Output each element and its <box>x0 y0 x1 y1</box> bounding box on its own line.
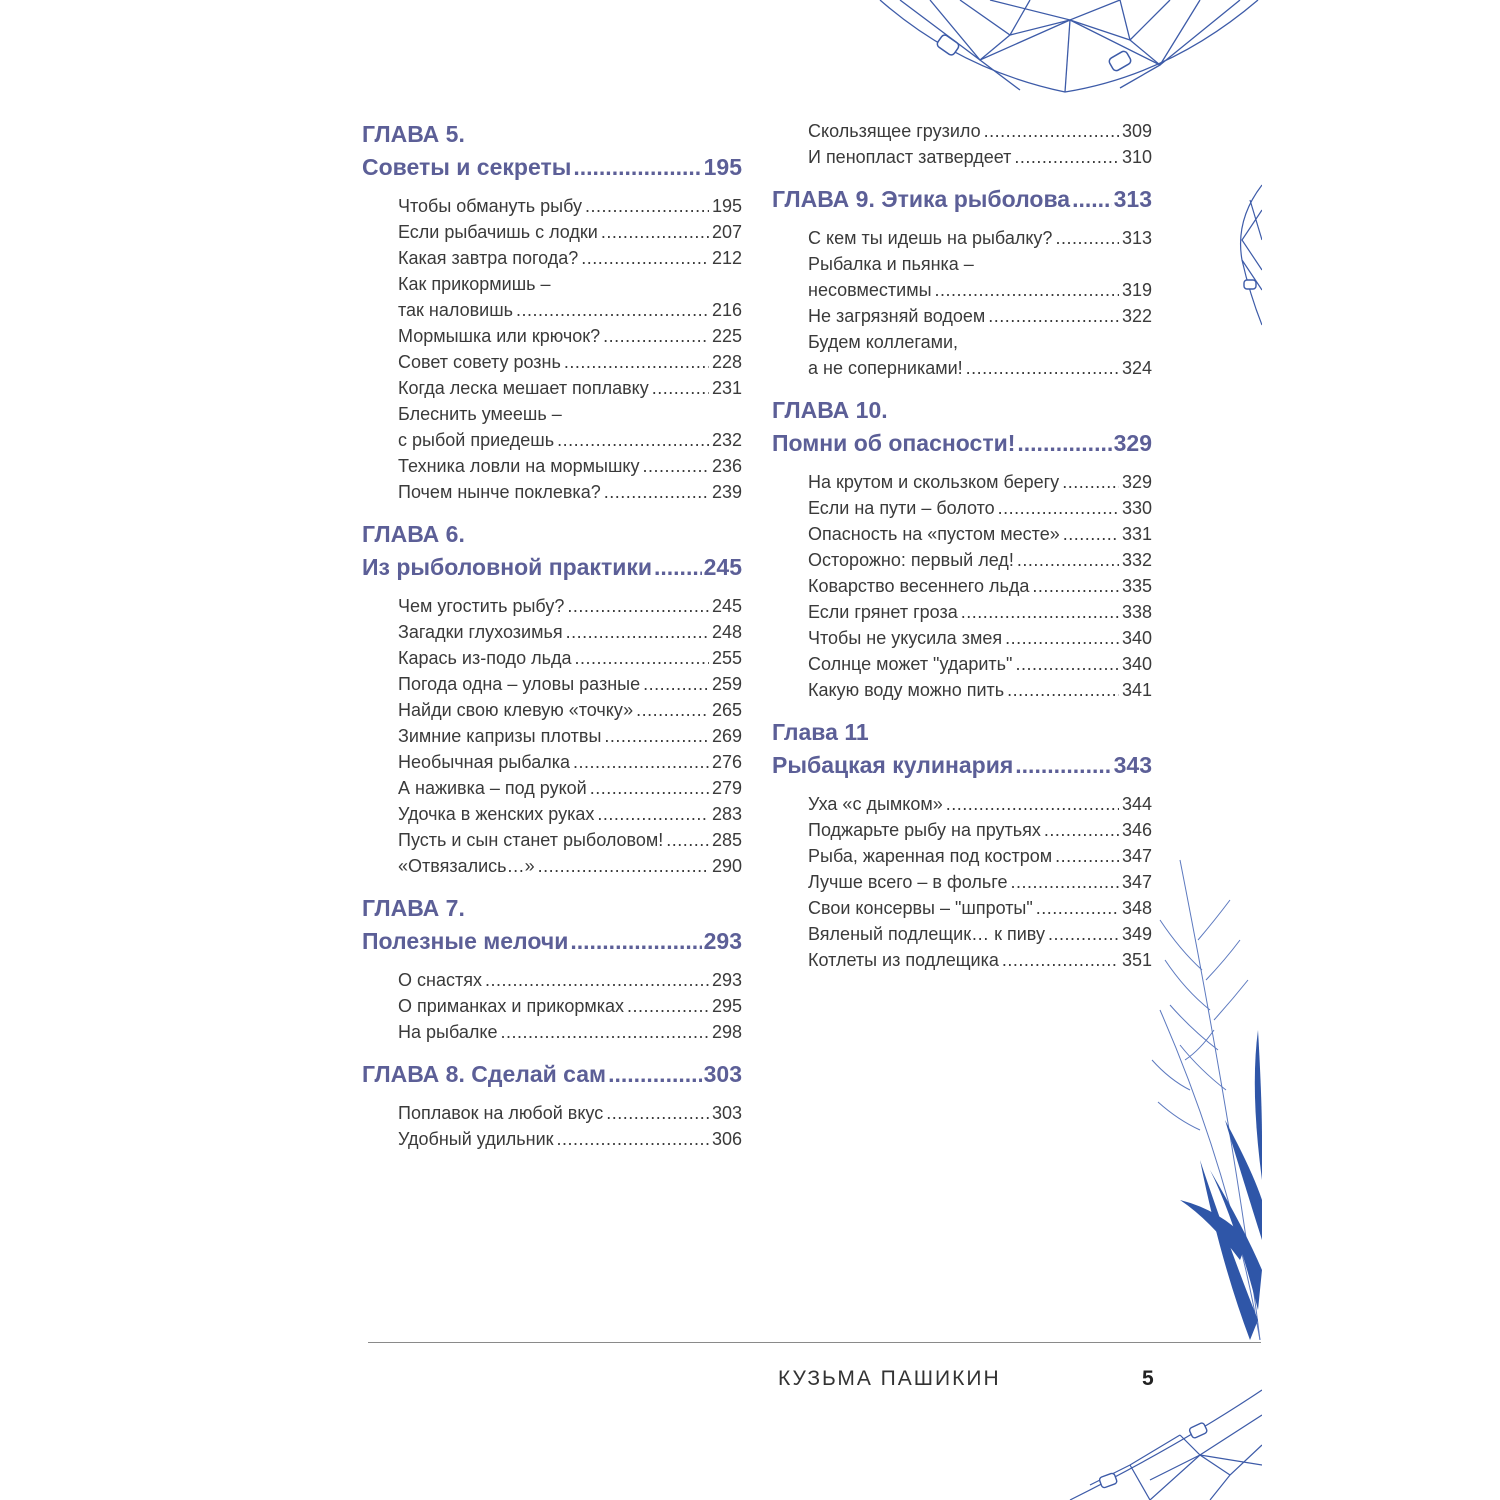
toc-entry <box>808 625 1152 651</box>
dot-leader <box>1048 921 1119 947</box>
dot-leader <box>1032 573 1119 599</box>
chapter-page-number: 303 <box>703 1061 742 1087</box>
chapter-section <box>362 118 742 505</box>
dot-leader <box>603 323 709 349</box>
entry-page-number: 225 <box>711 326 742 346</box>
entry-page-number: 298 <box>711 1022 742 1042</box>
dot-leader <box>516 297 709 323</box>
dot-leader <box>557 1126 709 1152</box>
entry-title: Удобный удильник <box>398 1129 554 1149</box>
dot-leader <box>1072 183 1112 216</box>
entry-title: И пенопласт затвердеет <box>808 147 1012 167</box>
entry-page-number: 346 <box>1121 820 1152 840</box>
dot-leader <box>961 599 1119 625</box>
entry-page-number: 290 <box>711 856 742 876</box>
toc-entry <box>398 697 742 723</box>
footer-rule <box>368 1342 1261 1343</box>
dot-leader <box>1007 677 1119 703</box>
chapter-section <box>362 518 742 879</box>
entry-list <box>772 225 1152 381</box>
entry-title: Не загрязняй водоем <box>808 306 986 326</box>
toc-entry <box>398 993 742 1019</box>
toc-entry <box>808 118 1152 144</box>
entry-page-number: 351 <box>1121 950 1152 970</box>
dot-leader <box>1055 225 1119 251</box>
entry-title: Техника ловли на мормышку <box>398 456 640 476</box>
dot-leader <box>1005 625 1119 651</box>
toc-entry <box>808 144 1152 170</box>
entry-page-number: 310 <box>1121 147 1152 167</box>
toc-entry <box>398 645 742 671</box>
dot-leader <box>935 277 1119 303</box>
entry-title: Погода одна – уловы разные <box>398 674 641 694</box>
toc-entry <box>398 245 742 271</box>
footer-page-number: 5 <box>1142 1367 1154 1390</box>
toc-entry <box>398 479 742 505</box>
dot-leader <box>1015 749 1111 782</box>
toc-entry <box>398 619 742 645</box>
entry-page-number: 248 <box>711 622 742 642</box>
dot-leader <box>643 671 709 697</box>
toc-entry <box>808 843 1152 869</box>
dot-leader <box>538 853 709 879</box>
entry-page-number: 340 <box>1121 654 1152 674</box>
toc-entry <box>808 921 1152 947</box>
chapter-section <box>772 394 1152 703</box>
chapter-title-text: ГЛАВА 9. Этика рыболова <box>772 186 1071 212</box>
toc-entry <box>808 469 1152 495</box>
chapter-label: ГЛАВА 6. <box>362 521 465 547</box>
dot-leader <box>500 1019 708 1045</box>
entry-list <box>772 118 1152 170</box>
entry-title: Карась из-подо льда <box>398 648 572 668</box>
chapter-page-number: 195 <box>703 154 742 180</box>
dot-leader <box>590 775 709 801</box>
entry-title: Свои консервы – "шпроты" <box>808 898 1033 918</box>
fishing-net-illustration-bottom <box>1030 1385 1262 1500</box>
chapter-label: Глава 11 <box>772 719 869 745</box>
chapter-title-text: Помни об опасности! <box>772 430 1016 456</box>
chapter-label: ГЛАВА 10. <box>772 397 888 423</box>
entry-title: Поджарьте рыбу на прутьях <box>808 820 1041 840</box>
toc-entry-line: Рыбалка и пьянка – <box>808 254 974 274</box>
entry-title: Скользящее грузило <box>808 121 981 141</box>
entry-title: Чем угостить рыбу? <box>398 596 565 616</box>
chapter-section <box>362 1058 742 1152</box>
dot-leader <box>946 791 1119 817</box>
toc-entry <box>808 895 1152 921</box>
dot-leader <box>652 375 709 401</box>
entry-title: Совет совету рознь <box>398 352 561 372</box>
dot-leader <box>1002 947 1119 973</box>
toc-entry <box>398 967 742 993</box>
dot-leader <box>627 993 709 1019</box>
chapter-label: ГЛАВА 7. <box>362 895 465 921</box>
footer-author: КУЗЬМА ПАШИКИН <box>778 1367 1001 1390</box>
entry-page-number: 276 <box>711 752 742 772</box>
dot-leader <box>998 495 1119 521</box>
fishing-net-illustration-top <box>870 0 1262 100</box>
toc-entry <box>398 349 742 375</box>
entry-title: Почем нынче поклевка? <box>398 482 601 502</box>
chapter-page-number: 329 <box>1113 430 1152 456</box>
entry-page-number: 332 <box>1121 550 1152 570</box>
dot-leader <box>606 1100 709 1126</box>
entry-title: С кем ты идешь на рыбалку? <box>808 228 1053 248</box>
dot-leader <box>573 749 709 775</box>
entry-page-number: 265 <box>711 700 742 720</box>
entry-title: а не соперниками! <box>808 358 963 378</box>
dot-leader <box>574 645 708 671</box>
dot-leader <box>604 479 709 505</box>
chapter-title <box>362 551 742 584</box>
chapter-title-text: Рыбацкая кулинария <box>772 752 1014 778</box>
entry-title: На крутом и скользком берегу <box>808 472 1060 492</box>
entry-page-number: 322 <box>1121 306 1152 326</box>
toc-entry <box>808 277 1152 303</box>
entry-title: Поплавок на любой вкус <box>398 1103 604 1123</box>
entry-page-number: 269 <box>711 726 742 746</box>
toc-entry <box>398 375 742 401</box>
entry-page-number: 319 <box>1121 280 1152 300</box>
dot-leader <box>570 925 701 958</box>
dot-leader <box>573 151 701 184</box>
entry-title: с рыбой приедешь <box>398 430 555 450</box>
chapter-title <box>772 749 1152 782</box>
entry-page-number: 331 <box>1121 524 1152 544</box>
dot-leader <box>966 355 1119 381</box>
toc-entry <box>808 573 1152 599</box>
entry-page-number: 306 <box>711 1129 742 1149</box>
entry-page-number: 348 <box>1121 898 1152 918</box>
toc-entry <box>398 193 742 219</box>
entry-title: Если рыбачишь с лодки <box>398 222 598 242</box>
entry-page-number: 285 <box>711 830 742 850</box>
toc-entry <box>398 1100 742 1126</box>
chapter-title <box>362 151 742 184</box>
toc-entry <box>808 947 1152 973</box>
entry-page-number: 329 <box>1121 472 1152 492</box>
toc-entry <box>398 853 742 879</box>
dot-leader <box>557 427 709 453</box>
toc-entry <box>398 749 742 775</box>
entry-title: А наживка – под рукой <box>398 778 587 798</box>
toc-entry <box>398 427 742 453</box>
entry-page-number: 303 <box>711 1103 742 1123</box>
dot-leader <box>566 619 709 645</box>
entry-page-number: 335 <box>1121 576 1152 596</box>
toc-entry <box>398 723 742 749</box>
entry-title: Уха «с дымком» <box>808 794 943 814</box>
entry-page-number: 349 <box>1121 924 1152 944</box>
toc-entry <box>808 495 1152 521</box>
entry-title: Чтобы не укусила змея <box>808 628 1003 648</box>
entry-title: На рыбалке <box>398 1022 498 1042</box>
dot-leader <box>1055 843 1119 869</box>
dot-leader <box>666 827 709 853</box>
toc-entry <box>398 593 742 619</box>
entry-page-number: 228 <box>711 352 742 372</box>
entry-page-number: 340 <box>1121 628 1152 648</box>
entry-list <box>772 469 1152 703</box>
dot-leader <box>581 245 709 271</box>
reeds-illustration <box>1140 840 1262 1340</box>
entry-title: Если грянет гроза <box>808 602 958 622</box>
entry-page-number: 283 <box>711 804 742 824</box>
entry-page-number: 231 <box>711 378 742 398</box>
entry-title: Какую воду можно пить <box>808 680 1005 700</box>
dot-leader <box>564 349 709 375</box>
chapter-title <box>772 183 1152 216</box>
dot-leader <box>608 1058 702 1091</box>
entry-title: Загадки глухозимья <box>398 622 563 642</box>
entry-title: Чтобы обмануть рыбу <box>398 196 583 216</box>
entry-title: Рыба, жаренная под костром <box>808 846 1053 866</box>
entry-title: Пусть и сын станет рыболовом! <box>398 830 664 850</box>
toc-entry <box>398 323 742 349</box>
dot-leader <box>988 303 1119 329</box>
entry-list <box>362 1100 742 1152</box>
toc-entry <box>808 677 1152 703</box>
entry-title: «Отвязались…» <box>398 856 535 876</box>
entry-title: О снастях <box>398 970 482 990</box>
toc-entry <box>398 297 742 323</box>
toc-entry-line: Будем коллегами, <box>808 332 959 352</box>
entry-title: Удочка в женских руках <box>398 804 595 824</box>
dot-leader <box>1017 547 1119 573</box>
entry-title: так наловишь <box>398 300 514 320</box>
entry-page-number: 341 <box>1121 680 1152 700</box>
entry-title: Когда леска мешает поплавку <box>398 378 649 398</box>
toc-entry <box>398 801 742 827</box>
dot-leader <box>604 723 709 749</box>
entry-title: несовместимы <box>808 280 932 300</box>
chapter-title <box>362 925 742 958</box>
chapter-page-number: 313 <box>1113 186 1152 212</box>
dot-leader <box>642 453 708 479</box>
entry-page-number: 195 <box>711 196 742 216</box>
entry-title: О приманках и прикормках <box>398 996 625 1016</box>
toc-entry <box>808 547 1152 573</box>
toc-entry <box>398 671 742 697</box>
entry-page-number: 236 <box>711 456 742 476</box>
entry-list <box>362 967 742 1045</box>
toc-entry <box>398 775 742 801</box>
entry-title: Лучше всего – в фольге <box>808 872 1008 892</box>
entry-page-number: 344 <box>1121 794 1152 814</box>
toc-entry <box>398 827 742 853</box>
chapter-section <box>362 892 742 1045</box>
entry-page-number: 279 <box>711 778 742 798</box>
fishing-net-illustration-right <box>1230 180 1262 330</box>
entry-title: Котлеты из подлещика <box>808 950 999 970</box>
dot-leader <box>485 967 709 993</box>
toc-right-column <box>772 118 1152 986</box>
entry-title: Зимние капризы плотвы <box>398 726 602 746</box>
dot-leader <box>1015 651 1119 677</box>
dot-leader <box>601 219 709 245</box>
toc-entry <box>808 869 1152 895</box>
chapter-page-number: 245 <box>703 554 742 580</box>
dot-leader <box>597 801 709 827</box>
chapter-title <box>362 1058 742 1091</box>
toc-entry <box>808 599 1152 625</box>
entry-page-number: 232 <box>711 430 742 450</box>
entry-page-number: 347 <box>1121 846 1152 866</box>
chapter-title-text: ГЛАВА 8. Сделай сам <box>362 1061 607 1087</box>
chapter-title-text: Полезные мелочи <box>362 928 569 954</box>
toc-entry <box>808 355 1152 381</box>
chapter-title-text: Из рыболовной практики <box>362 554 652 580</box>
entry-page-number: 245 <box>711 596 742 616</box>
toc-entry <box>808 791 1152 817</box>
entry-page-number: 216 <box>711 300 742 320</box>
entry-page-number: 293 <box>711 970 742 990</box>
entry-page-number: 255 <box>711 648 742 668</box>
chapter-page-number: 343 <box>1113 752 1152 778</box>
entry-page-number: 324 <box>1121 358 1152 378</box>
entry-title: Коварство весеннего льда <box>808 576 1030 596</box>
chapter-section <box>772 118 1152 170</box>
toc-entry <box>398 1019 742 1045</box>
toc-left-column <box>362 118 742 1165</box>
entry-page-number: 347 <box>1121 872 1152 892</box>
entry-list <box>362 193 742 505</box>
toc-entry <box>398 453 742 479</box>
entry-page-number: 313 <box>1121 228 1152 248</box>
entry-list <box>362 593 742 879</box>
dot-leader <box>1062 469 1119 495</box>
chapter-section <box>772 183 1152 381</box>
chapter-title <box>772 427 1152 460</box>
toc-entry <box>398 1126 742 1152</box>
entry-list <box>772 791 1152 973</box>
entry-page-number: 259 <box>711 674 742 694</box>
toc-entry <box>808 225 1152 251</box>
toc-entry-line: Блеснить умеешь – <box>398 404 562 424</box>
dot-leader <box>1014 144 1119 170</box>
chapter-page-number: 293 <box>703 928 742 954</box>
dot-leader <box>585 193 709 219</box>
entry-title: Мормышка или крючок? <box>398 326 601 346</box>
dot-leader <box>1017 427 1111 460</box>
chapter-section <box>772 716 1152 973</box>
dot-leader <box>636 697 709 723</box>
entry-title: Вяленый подлещик… к пиву <box>808 924 1045 944</box>
dot-leader <box>1063 521 1119 547</box>
toc-entry <box>808 817 1152 843</box>
dot-leader <box>984 118 1119 144</box>
chapter-label: ГЛАВА 5. <box>362 121 465 147</box>
toc-entry <box>808 651 1152 677</box>
dot-leader <box>1044 817 1119 843</box>
chapter-title-text: Советы и секреты <box>362 154 572 180</box>
entry-title: Необычная рыбалка <box>398 752 570 772</box>
entry-title: Солнце может "ударить" <box>808 654 1013 674</box>
entry-page-number: 239 <box>711 482 742 502</box>
dot-leader <box>1036 895 1119 921</box>
entry-title: Найди свою клевую «точку» <box>398 700 634 720</box>
entry-page-number: 212 <box>711 248 742 268</box>
entry-page-number: 338 <box>1121 602 1152 622</box>
toc-entry <box>398 219 742 245</box>
toc-entry <box>808 521 1152 547</box>
dot-leader <box>567 593 709 619</box>
entry-title: Опасность на «пустом месте» <box>808 524 1060 544</box>
entry-page-number: 207 <box>711 222 742 242</box>
entry-title: Осторожно: первый лед! <box>808 550 1014 570</box>
entry-page-number: 309 <box>1121 121 1152 141</box>
dot-leader <box>1010 869 1118 895</box>
entry-title: Какая завтра погода? <box>398 248 579 268</box>
entry-page-number: 330 <box>1121 498 1152 518</box>
entry-title: Если на пути – болото <box>808 498 995 518</box>
entry-page-number: 295 <box>711 996 742 1016</box>
dot-leader <box>654 551 702 584</box>
toc-entry <box>808 303 1152 329</box>
toc-entry-line: Как прикормишь – <box>398 274 551 294</box>
